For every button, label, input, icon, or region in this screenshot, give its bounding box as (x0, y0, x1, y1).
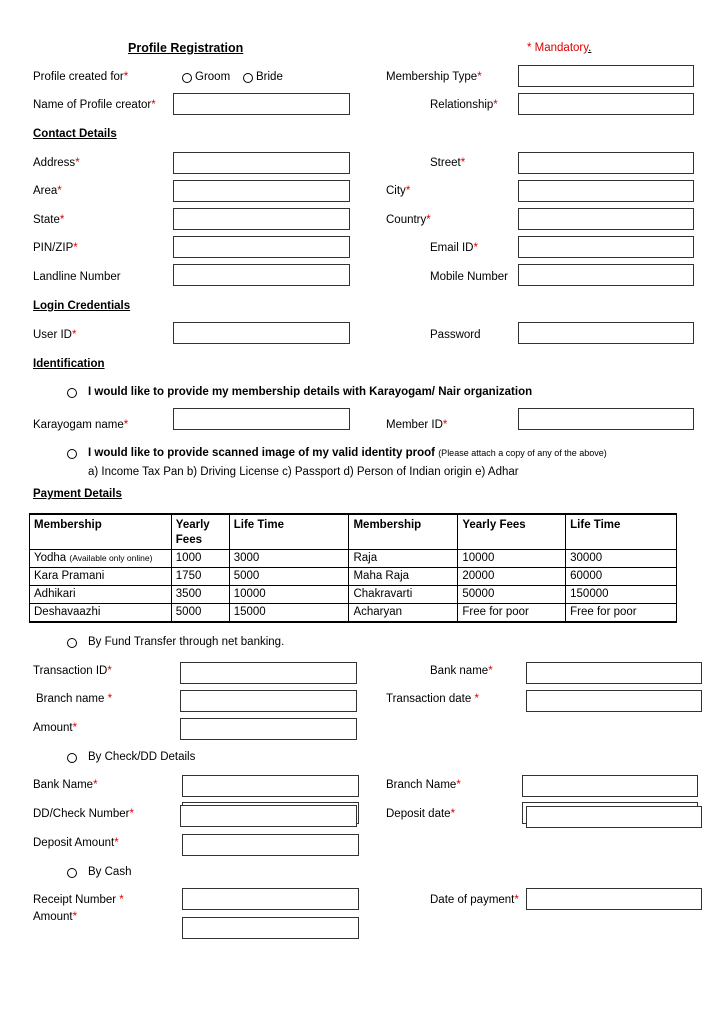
user-id-field[interactable] (173, 322, 350, 344)
table-cell: Chakravarti (349, 586, 458, 604)
membership-fees-table (29, 513, 677, 623)
relationship-field[interactable] (518, 93, 694, 115)
check-bank-name-label: Bank Name* (33, 779, 98, 791)
karayogam-option-radio[interactable] (67, 388, 77, 398)
table-header-cell: Life Time (229, 514, 349, 550)
check-branch-name-field[interactable] (522, 775, 698, 797)
cash-label: By Cash (88, 866, 132, 878)
table-row (30, 568, 677, 586)
karayogam-name-label: Karayogam name* (33, 419, 129, 431)
table-cell: 10000 (229, 586, 349, 604)
cash-radio[interactable] (67, 868, 77, 878)
area-field[interactable] (173, 180, 350, 202)
cash-amount-field[interactable] (182, 917, 359, 939)
table-header-cell: Membership (349, 514, 458, 550)
branch-name-field[interactable] (180, 690, 357, 712)
creator-name-label: Name of Profile creator* (33, 99, 156, 111)
city-label: City* (386, 185, 411, 197)
table-cell: Adhikari (30, 586, 172, 604)
receipt-number-label: Receipt Number * (33, 894, 124, 906)
relationship-label: Relationship* (430, 99, 498, 111)
karayogam-name-field[interactable] (173, 408, 350, 430)
table-cell: 15000 (229, 604, 349, 623)
dd-number-label: DD/Check Number* (33, 808, 134, 820)
user-id-label: User ID* (33, 329, 77, 341)
identity-proof-list: a) Income Tax Pan b) Driving License c) Passport d) Person of Indian origin e) Adhar (88, 466, 519, 478)
city-field[interactable] (518, 180, 694, 202)
table-cell: Free for poor (566, 604, 677, 623)
date-of-payment-field[interactable] (526, 888, 702, 910)
payment-details-heading: Payment Details (33, 488, 122, 500)
transaction-id-label: Transaction ID* (33, 665, 112, 677)
contact-details-heading: Contact Details (33, 128, 117, 140)
email-label: Email ID* (430, 242, 478, 254)
deposit-amount-field[interactable] (182, 834, 359, 856)
password-label: Password (430, 329, 481, 341)
identification-heading: Identification (33, 358, 105, 370)
cash-amount-label: Amount* (33, 911, 78, 923)
dd-number-field[interactable] (180, 805, 357, 827)
deposit-date-label: Deposit date* (386, 808, 456, 820)
mobile-field[interactable] (518, 264, 694, 286)
table-cell: 1000 (171, 550, 229, 568)
receipt-number-field[interactable] (182, 888, 359, 910)
password-field[interactable] (518, 322, 694, 344)
table-cell: 5000 (229, 568, 349, 586)
pin-field[interactable] (173, 236, 350, 258)
transaction-date-label: Transaction date * (386, 693, 479, 705)
email-field[interactable] (518, 236, 694, 258)
groom-label: Groom (195, 71, 231, 83)
bride-radio[interactable] (243, 73, 253, 83)
transaction-id-field[interactable] (180, 662, 357, 684)
address-label: Address* (33, 157, 80, 169)
page-title: Profile Registration (128, 41, 244, 55)
table-cell: 3000 (229, 550, 349, 568)
identity-proof-option-radio[interactable] (67, 449, 77, 459)
table-cell: 150000 (566, 586, 677, 604)
table-cell: Kara Pramani (30, 568, 172, 586)
table-header-cell: Membership (30, 514, 172, 550)
check-bank-name-field[interactable] (182, 775, 359, 797)
branch-name-label: Branch name * (36, 693, 113, 705)
fund-transfer-label: By Fund Transfer through net banking. (88, 636, 285, 648)
table-cell: 10000 (458, 550, 566, 568)
area-label: Area* (33, 185, 62, 197)
deposit-amount-label: Deposit Amount* (33, 837, 119, 849)
groom-radio[interactable] (182, 73, 192, 83)
bank-name-label: Bank name* (430, 665, 493, 677)
creator-name-field[interactable] (173, 93, 350, 115)
table-cell: Raja (349, 550, 458, 568)
table-cell: 60000 (566, 568, 677, 586)
membership-type-field[interactable] (518, 65, 694, 87)
fund-transfer-radio[interactable] (67, 638, 77, 648)
table-cell: Yodha (Available only online) (30, 550, 172, 568)
table-row (30, 550, 677, 568)
membership-type-label: Membership Type* (386, 71, 482, 83)
landline-field[interactable] (173, 264, 350, 286)
table-header-cell: Yearly Fees (171, 514, 229, 550)
table-header-row (30, 514, 677, 550)
login-credentials-heading: Login Credentials (33, 300, 131, 312)
check-branch-name-label: Branch Name* (386, 779, 461, 791)
landline-label: Landline Number (33, 271, 121, 283)
bank-name-field[interactable] (526, 662, 702, 684)
table-row (30, 586, 677, 604)
member-id-field[interactable] (518, 408, 694, 430)
identity-proof-option-label: I would like to provide scanned image of my valid identity proof (Please attach a copy of any of the above) (88, 447, 607, 459)
state-field[interactable] (173, 208, 350, 230)
bride-label: Bride (256, 71, 283, 83)
street-label: Street* (430, 157, 466, 169)
table-cell: 3500 (171, 586, 229, 604)
member-id-label: Member ID* (386, 419, 448, 431)
table-cell: Deshavaazhi (30, 604, 172, 623)
table-cell: Maha Raja (349, 568, 458, 586)
mobile-label: Mobile Number (430, 271, 508, 283)
pin-label: PIN/ZIP* (33, 242, 78, 254)
table-cell: Acharyan (349, 604, 458, 623)
check-dd-radio[interactable] (67, 753, 77, 763)
amount-label: Amount* (33, 722, 78, 734)
state-label: State* (33, 214, 65, 226)
table-cell: 50000 (458, 586, 566, 604)
profile-created-for-label: Profile created for* (33, 71, 129, 83)
table-row (30, 604, 677, 623)
country-label: Country* (386, 214, 431, 226)
transaction-date-field[interactable] (526, 690, 702, 712)
table-cell: 1750 (171, 568, 229, 586)
address-field[interactable] (173, 152, 350, 174)
deposit-date-field[interactable] (526, 806, 702, 828)
date-of-payment-label: Date of payment* (430, 894, 519, 906)
table-cell: Free for poor (458, 604, 566, 623)
street-field[interactable] (518, 152, 694, 174)
karayogam-option-label: I would like to provide my membership details with Karayogam/ Nair organization (88, 386, 533, 398)
table-header-cell: Life Time (566, 514, 677, 550)
check-dd-label: By Check/DD Details (88, 751, 196, 763)
table-cell: 20000 (458, 568, 566, 586)
table-header-cell: Yearly Fees (458, 514, 566, 550)
mandatory-note: * Mandatory. (527, 42, 592, 54)
amount-field[interactable] (180, 718, 357, 740)
country-field[interactable] (518, 208, 694, 230)
table-cell: 30000 (566, 550, 677, 568)
table-cell: 5000 (171, 604, 229, 623)
